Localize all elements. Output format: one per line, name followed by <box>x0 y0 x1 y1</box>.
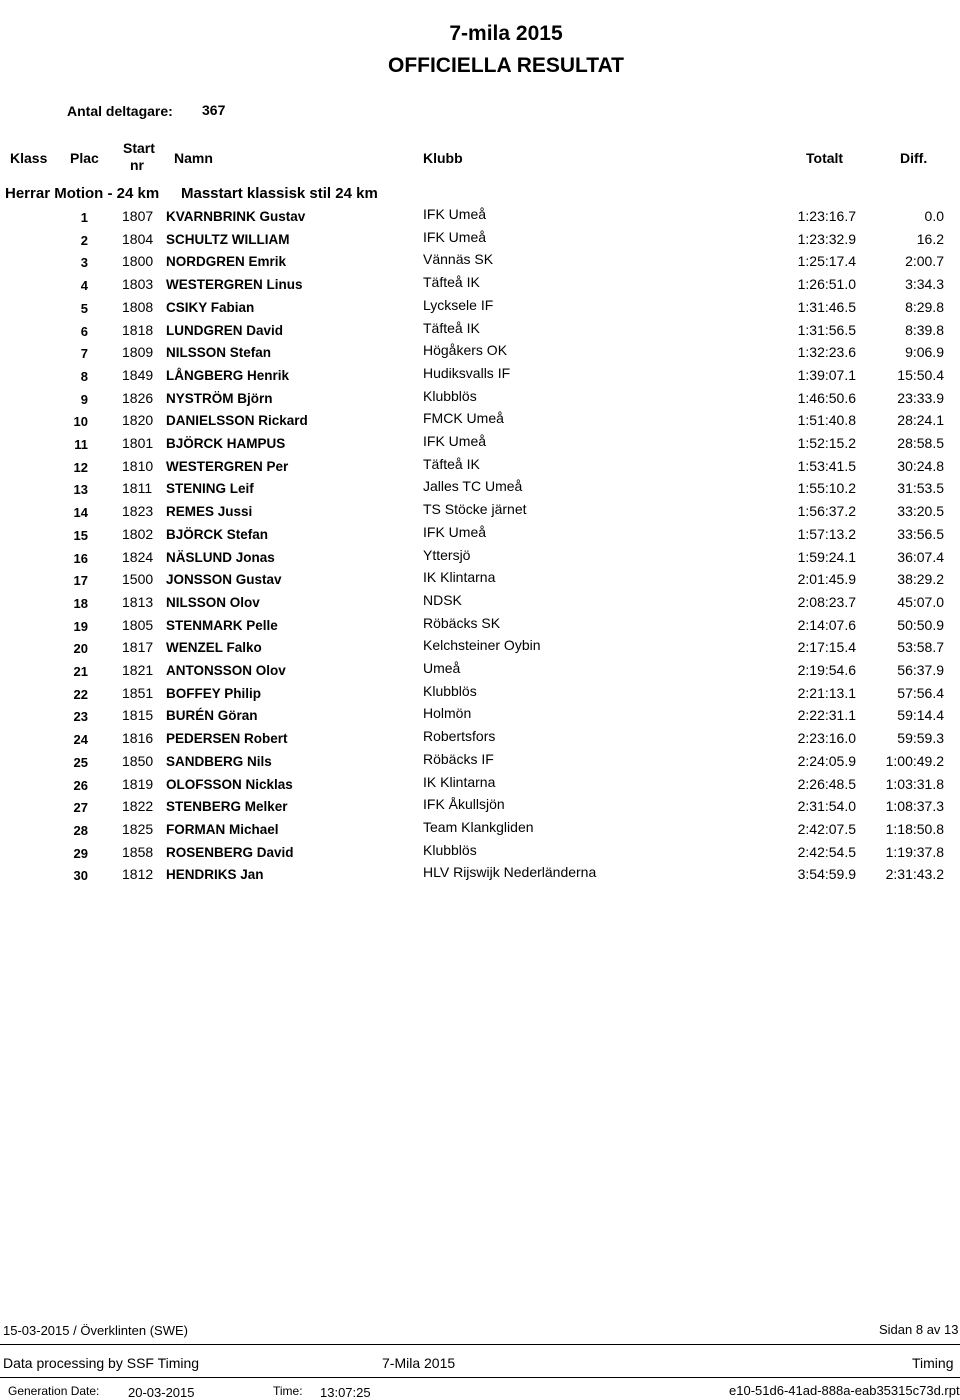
start-number-cell: 1805 <box>122 616 154 633</box>
club-cell: Röbäcks SK <box>423 614 501 631</box>
athlete-name-cell: SCHULTZ WILLIAM <box>166 231 290 247</box>
start-number-cell: 1822 <box>122 798 154 815</box>
table-row <box>0 707 960 729</box>
start-number-cell: 1817 <box>122 639 154 656</box>
place-cell: 18 <box>73 595 88 611</box>
club-cell: Täfteå IK <box>423 319 480 336</box>
start-number-cell: 1815 <box>122 707 154 724</box>
athlete-name-cell: BJÖRCK HAMPUS <box>166 436 286 451</box>
start-number-cell: 1819 <box>122 775 154 792</box>
start-number-cell: 1813 <box>122 593 154 610</box>
total-time-cell: 1:51:40.8 <box>797 412 856 429</box>
diff-time-cell: 59:59.3 <box>897 730 944 747</box>
diff-time-cell: 1:03:31.8 <box>885 775 944 792</box>
total-time-cell: 2:31:54.0 <box>797 798 856 815</box>
table-row <box>0 253 960 275</box>
place-cell: 3 <box>80 255 88 271</box>
table-row <box>0 412 960 434</box>
diff-time-cell: 0.0 <box>924 208 944 224</box>
start-number-cell: 1802 <box>122 525 154 542</box>
place-cell: 15 <box>73 527 88 543</box>
footer-divider <box>0 1344 960 1345</box>
place-cell: 27 <box>73 800 88 816</box>
total-time-cell: 2:24:05.9 <box>797 752 856 769</box>
table-row <box>0 503 960 525</box>
athlete-name-cell: FORMAN Michael <box>166 821 279 837</box>
club-cell: Jalles TC Umeå <box>423 478 523 495</box>
diff-time-cell: 1:19:37.8 <box>885 843 944 860</box>
col-totalt: Totalt <box>806 150 844 166</box>
club-cell: Holmön <box>423 705 472 722</box>
table-row <box>0 546 960 571</box>
start-number-cell: 1824 <box>122 548 154 565</box>
table-row <box>0 662 960 684</box>
table-row <box>0 387 960 412</box>
total-time-cell: 1:31:56.5 <box>797 321 856 338</box>
total-time-cell: 1:59:24.1 <box>797 548 856 565</box>
col-diff: Diff. <box>900 150 928 166</box>
club-cell: HLV Rijswijk Nederländerna <box>423 864 597 881</box>
place-cell: 5 <box>80 300 88 316</box>
athlete-name-cell: BURÉN Göran <box>166 708 258 724</box>
diff-time-cell: 1:08:37.3 <box>885 798 944 815</box>
start-number-cell: 1803 <box>122 276 154 293</box>
athlete-name-cell: DANIELSSON Rickard <box>166 413 308 429</box>
total-time-cell: 2:19:54.6 <box>797 662 856 678</box>
diff-time-cell: 38:29.2 <box>897 571 944 588</box>
table-row <box>0 296 960 321</box>
place-cell: 28 <box>73 822 88 838</box>
col-plac: Plac <box>70 150 99 166</box>
diff-time-cell: 57:56.4 <box>897 684 944 701</box>
class-name: Herrar Motion - 24 km <box>5 185 160 202</box>
club-cell: Klubblös <box>423 387 477 404</box>
athlete-name-cell: NORDGREN Emrik <box>166 254 287 270</box>
total-time-cell: 1:26:51.0 <box>797 276 856 293</box>
total-time-cell: 2:17:15.4 <box>797 639 856 656</box>
table-row <box>0 319 960 344</box>
table-row <box>0 682 960 707</box>
athlete-name-cell: SANDBERG Nils <box>166 753 272 769</box>
start-number-cell: 1858 <box>122 843 154 860</box>
place-cell: 2 <box>80 232 88 248</box>
athlete-name-cell: OLOFSSON Nicklas <box>166 776 293 792</box>
athlete-name-cell: STENMARK Pelle <box>166 617 278 633</box>
diff-time-cell: 1:00:49.2 <box>885 752 944 769</box>
athlete-name-cell: WESTERGREN Linus <box>166 277 303 293</box>
total-time-cell: 1:23:16.7 <box>797 208 856 224</box>
footer-timing: Timing <box>912 1355 954 1371</box>
footer-data-processing: Data processing by SSF Timing <box>3 1355 200 1371</box>
athlete-name-cell: JONSSON Gustav <box>166 572 282 588</box>
club-cell: Täfteå IK <box>423 274 480 291</box>
total-time-cell: 1:46:50.6 <box>797 389 856 406</box>
place-cell: 7 <box>80 346 88 362</box>
place-cell: 22 <box>73 686 88 702</box>
table-row <box>0 591 960 616</box>
total-time-cell: 2:23:16.0 <box>797 730 856 747</box>
table-row <box>0 798 960 820</box>
club-cell: IFK Umeå <box>423 206 487 222</box>
table-row <box>0 571 960 593</box>
place-cell: 13 <box>73 482 88 498</box>
start-number-cell: 1821 <box>122 662 154 678</box>
participants-count: 367 <box>202 102 226 118</box>
table-row <box>0 614 960 639</box>
place-cell: 4 <box>80 278 88 294</box>
athlete-name-cell: WESTERGREN Per <box>166 458 289 474</box>
start-number-cell: 1810 <box>122 457 154 474</box>
diff-time-cell: 23:33.9 <box>897 389 944 406</box>
event-title: 7-mila 2015 <box>449 22 563 45</box>
athlete-name-cell: KVARNBRINK Gustav <box>166 209 306 224</box>
athlete-name-cell: BJÖRCK Stefan <box>166 526 269 542</box>
total-time-cell: 1:53:41.5 <box>797 457 856 474</box>
footer-date-location: 15-03-2015 / Överklinten (SWE) <box>3 1323 188 1338</box>
total-time-cell: 2:14:07.6 <box>797 616 856 633</box>
total-time-cell: 2:42:07.5 <box>797 820 856 837</box>
total-time-cell: 1:39:07.1 <box>797 366 856 383</box>
start-number-cell: 1825 <box>122 820 154 837</box>
place-cell: 24 <box>73 732 88 748</box>
table-row <box>0 480 960 502</box>
total-time-cell: 1:23:32.9 <box>797 230 856 247</box>
place-cell: 29 <box>73 845 88 861</box>
club-cell: Täfteå IK <box>423 455 480 472</box>
club-cell: Vännäs SK <box>423 251 494 268</box>
start-number-cell: 1850 <box>122 752 154 769</box>
start-number-cell: 1818 <box>122 321 154 338</box>
place-cell: 12 <box>73 459 88 475</box>
diff-time-cell: 45:07.0 <box>897 593 944 610</box>
start-number-cell: 1811 <box>122 480 153 497</box>
athlete-name-cell: LUNDGREN David <box>166 322 284 338</box>
place-cell: 14 <box>73 505 88 521</box>
athlete-name-cell: HENDRIKS Jan <box>166 867 264 883</box>
diff-time-cell: 9:06.9 <box>905 344 944 361</box>
diff-time-cell: 50:50.9 <box>897 616 944 633</box>
athlete-name-cell: WENZEL Falko <box>166 640 262 656</box>
participants-label: Antal deltagare: <box>67 103 173 119</box>
club-cell: Kelchsteiner Oybin <box>423 637 541 654</box>
col-start: Start <box>123 140 155 156</box>
start-number-cell: 1500 <box>122 571 154 588</box>
start-number-cell: 1801 <box>122 435 154 451</box>
total-time-cell: 1:52:15.2 <box>797 435 856 451</box>
club-cell: Lycksele IF <box>423 296 494 313</box>
start-number-cell: 1851 <box>122 684 154 701</box>
place-cell: 1 <box>80 210 88 225</box>
diff-time-cell: 31:53.5 <box>897 480 944 497</box>
place-cell: 26 <box>73 777 88 793</box>
club-cell: Röbäcks IF <box>423 750 494 767</box>
total-time-cell: 1:25:17.4 <box>797 253 856 270</box>
diff-time-cell: 2:00.7 <box>905 253 944 270</box>
diff-time-cell: 56:37.9 <box>897 662 944 678</box>
place-cell: 19 <box>73 618 88 634</box>
athlete-name-cell: BOFFEY Philip <box>166 685 262 701</box>
time-label: Time: <box>273 1384 303 1398</box>
athlete-name-cell: NÄSLUND Jonas <box>166 549 275 565</box>
start-number-cell: 1812 <box>122 866 154 883</box>
place-cell: 8 <box>80 368 88 384</box>
report-filename: e10-51d6-41ad-888a-eab35315c73d.rpt <box>729 1383 960 1398</box>
total-time-cell: 2:26:48.5 <box>797 775 856 792</box>
start-number-cell: 1807 <box>122 208 154 224</box>
table-row <box>0 276 960 298</box>
table-row <box>0 523 960 548</box>
athlete-name-cell: REMES Jussi <box>166 504 253 520</box>
place-cell: 21 <box>73 664 88 679</box>
total-time-cell: 1:32:23.6 <box>797 344 856 361</box>
club-cell: Högåkers OK <box>423 342 508 359</box>
athlete-name-cell: NILSSON Olov <box>166 594 260 610</box>
place-cell: 9 <box>80 391 88 407</box>
diff-time-cell: 8:29.8 <box>905 298 944 315</box>
diff-time-cell: 53:58.7 <box>897 639 944 656</box>
table-row <box>0 435 960 457</box>
total-time-cell: 1:56:37.2 <box>797 503 856 520</box>
class-description: Masstart klassisk stil 24 km <box>181 185 378 202</box>
diff-time-cell: 1:18:50.8 <box>885 820 944 837</box>
place-cell: 30 <box>73 868 88 884</box>
start-number-cell: 1849 <box>122 366 154 383</box>
diff-time-cell: 28:58.5 <box>897 435 944 451</box>
table-row <box>0 344 960 366</box>
footer-divider-2 <box>0 1377 960 1378</box>
athlete-name-cell: ANTONSSON Olov <box>166 663 286 678</box>
diff-time-cell: 2:31:43.2 <box>885 866 944 883</box>
table-row <box>0 208 960 230</box>
athlete-name-cell: NILSSON Stefan <box>166 345 272 361</box>
club-cell: IFK Umeå <box>423 228 487 245</box>
club-cell: Klubblös <box>423 841 477 858</box>
club-cell: Klubblös <box>423 682 477 699</box>
diff-time-cell: 15:50.4 <box>897 366 944 383</box>
start-number-cell: 1820 <box>122 412 154 429</box>
club-cell: Yttersjö <box>423 546 471 563</box>
total-time-cell: 2:01:45.9 <box>797 571 856 588</box>
page-subtitle: OFFICIELLA RESULTAT <box>387 54 625 77</box>
total-time-cell: 1:57:13.2 <box>797 525 856 542</box>
diff-time-cell: 3:34.3 <box>905 276 944 293</box>
place-cell: 20 <box>73 641 88 657</box>
place-cell: 17 <box>73 573 88 589</box>
start-number-cell: 1826 <box>122 389 154 406</box>
start-number-cell: 1823 <box>122 503 154 520</box>
place-cell: 25 <box>73 754 88 770</box>
place-cell: 10 <box>73 414 88 430</box>
club-cell: TS Stöcke järnet <box>423 501 527 518</box>
table-row <box>0 730 960 752</box>
start-number-cell: 1804 <box>122 230 154 247</box>
total-time-cell: 2:21:13.1 <box>797 684 856 701</box>
athlete-name-cell: PEDERSEN Robert <box>166 731 288 747</box>
athlete-name-cell: NYSTRÖM Björn <box>166 390 273 406</box>
col-start-nr: nr <box>130 157 144 173</box>
club-cell: Robertsfors <box>423 728 496 745</box>
club-cell: NDSK <box>423 591 462 608</box>
place-cell: 23 <box>73 709 88 725</box>
table-row <box>0 750 960 775</box>
start-number-cell: 1808 <box>122 298 154 315</box>
athlete-name-cell: STENING Leif <box>166 481 254 497</box>
table-row <box>0 364 960 389</box>
place-cell: 11 <box>74 437 88 452</box>
diff-time-cell: 8:39.8 <box>905 321 944 338</box>
athlete-name-cell: ROSENBERG David <box>166 844 294 860</box>
club-cell: IK Klintarna <box>423 773 496 790</box>
table-row <box>0 773 960 798</box>
diff-time-cell: 33:20.5 <box>897 503 944 520</box>
diff-time-cell: 59:14.4 <box>897 707 944 724</box>
club-cell: Hudiksvalls IF <box>423 364 511 381</box>
total-time-cell: 1:55:10.2 <box>797 480 856 497</box>
start-number-cell: 1809 <box>122 344 154 361</box>
col-klubb: Klubb <box>423 150 463 166</box>
diff-time-cell: 36:07.4 <box>897 548 944 565</box>
col-namn: Namn <box>174 150 213 166</box>
generation-date: 20-03-2015 <box>128 1385 195 1400</box>
footer-event: 7-Mila 2015 <box>382 1355 456 1371</box>
place-cell: 6 <box>80 323 88 339</box>
club-cell: Umeå <box>423 660 461 676</box>
club-cell: IFK Umeå <box>423 433 487 449</box>
diff-time-cell: 30:24.8 <box>897 457 944 474</box>
start-number-cell: 1816 <box>122 730 154 747</box>
table-row <box>0 818 960 843</box>
total-time-cell: 2:08:23.7 <box>797 593 856 610</box>
place-cell: 16 <box>73 550 88 566</box>
athlete-name-cell: LÅNGBERG Henrik <box>166 367 290 383</box>
club-cell: FMCK Umeå <box>423 410 504 427</box>
club-cell: Team Klankgliden <box>423 818 534 835</box>
table-row <box>0 639 960 661</box>
diff-time-cell: 33:56.5 <box>897 525 944 542</box>
club-cell: IK Klintarna <box>423 569 496 586</box>
start-number-cell: 1800 <box>122 253 154 270</box>
club-cell: IFK Umeå <box>423 523 487 540</box>
total-time-cell: 1:31:46.5 <box>797 298 856 315</box>
total-time-cell: 2:22:31.1 <box>797 707 856 724</box>
athlete-name-cell: CSIKY Fabian <box>166 299 255 315</box>
table-row <box>0 455 960 480</box>
total-time-cell: 3:54:59.9 <box>797 866 856 883</box>
col-klass: Klass <box>10 150 48 166</box>
club-cell: IFK Åkullsjön <box>423 796 505 813</box>
table-row <box>0 841 960 866</box>
footer-page-number: Sidan 8 av 13 <box>879 1322 959 1337</box>
diff-time-cell: 16.2 <box>916 230 944 247</box>
diff-time-cell: 28:24.1 <box>897 412 944 429</box>
table-row <box>0 228 960 253</box>
table-row <box>0 866 960 888</box>
total-time-cell: 2:42:54.5 <box>797 843 856 860</box>
athlete-name-cell: STENBERG Melker <box>166 799 288 815</box>
time-value: 13:07:25 <box>320 1385 371 1400</box>
generation-label: Generation Date: <box>8 1384 100 1398</box>
